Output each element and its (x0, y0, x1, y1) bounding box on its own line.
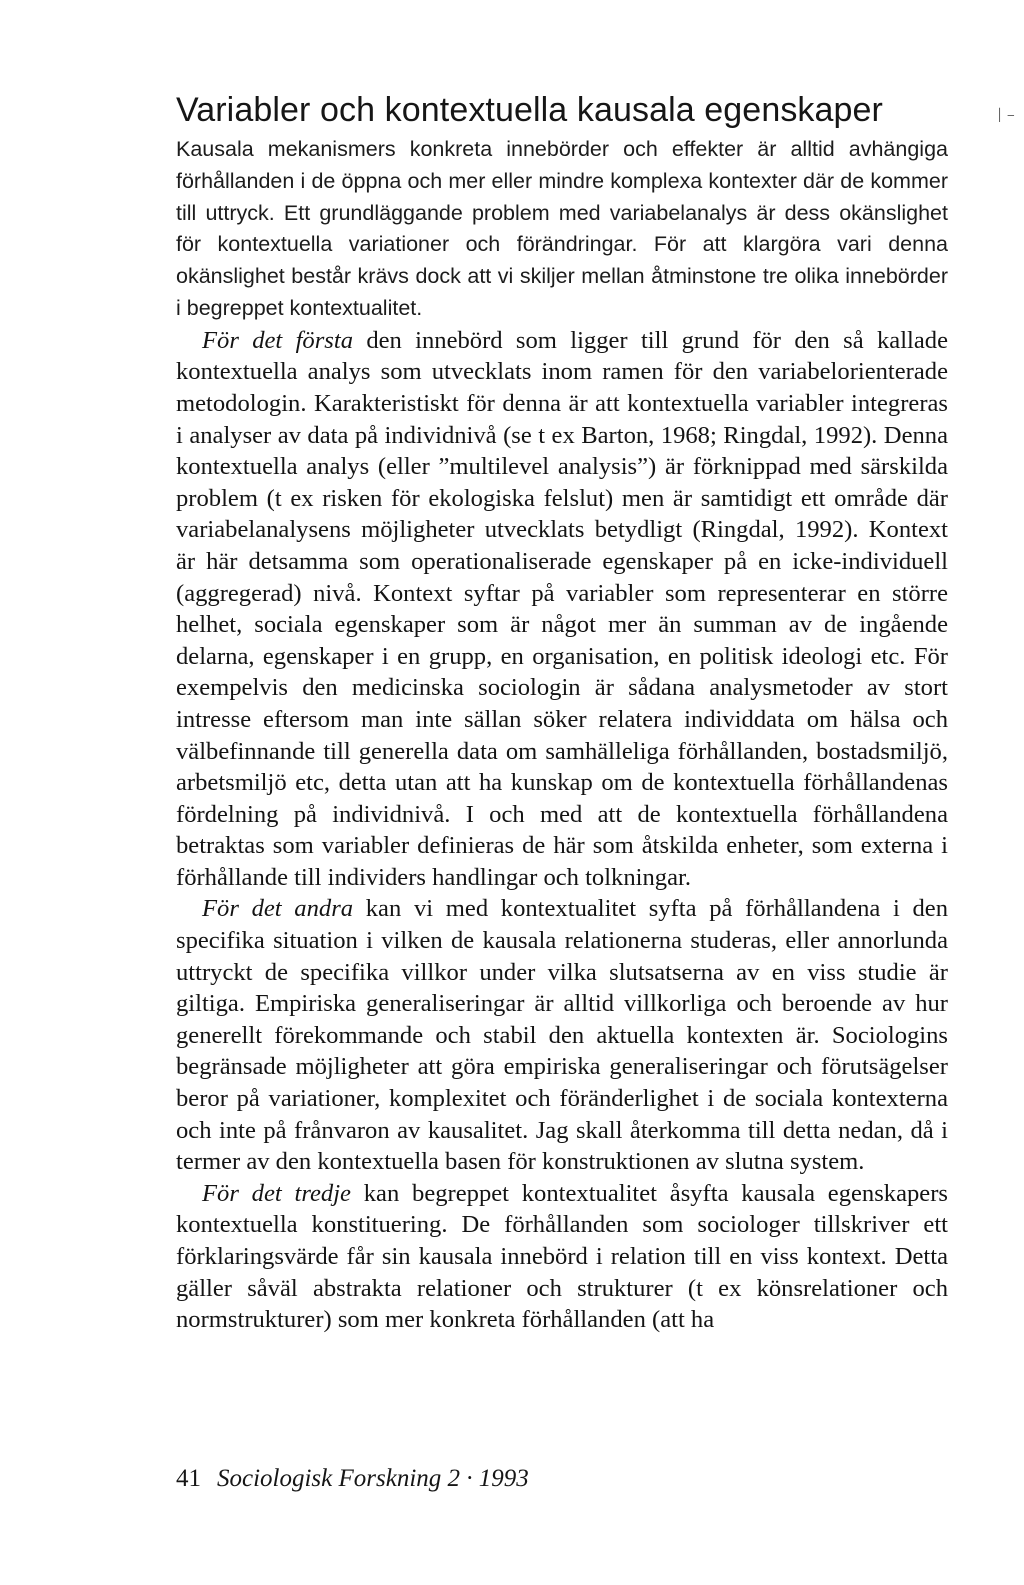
page-footer (176, 1463, 529, 1495)
paragraph-lead-italic: För det andra (202, 895, 354, 923)
paragraph-lead-italic: För det första (202, 326, 353, 354)
paragraph-text: kan vi med kontextualitet syfta på förhållandena i den specifika situation i vilken de kausala relationerna studeras, eller annorlunda uttryckt de specifika villkor under vilka slutsatserna av en viss studie är giltiga. Empiriska generaliseringar är alltid villkorliga och beroende av hur generellt förekommande och stabil den aktuella kontexten är. Sociologins begränsade möjligheter att göra empiriska generaliseringar och förutsägelser beror på variationer, komplexitet och föränderlighet i de sociala kontexterna och inte på frånvaron av kausalitet. Jag skall återkomma till detta nedan, då i termer av den kontextuella basen för konstruktionen av slutna system. (176, 895, 949, 1176)
paragraph-text: den innebörd som ligger till grund för den så kallade kontextuella analys som utvecklats inom ramen för den variabelorienterade metodologin. Karakteristiskt för denna är att kontextuella variabler integreras i analyser av data på individnivå (se t ex Barton, 1968; Ringdal, 1992). Denna kontextuella analys (eller ”multilevel analysis”) är förknippad med särskilda problem (t ex risken för ekologiska felslut) men är samtidigt ett område där variabelanalysens möjligheter utvecklats betydligt (Ringdal, 1992). Kontext är här detsamma som operationaliserade egenskaper på en icke-individuell (aggregerad) nivå. Kontext syftar på variabler som representerar en större helhet, sociala egenskaper som är något mer än summan av de ingående delarna, egenskaper i en grupp, en organisation, en politisk ideologi etc. För exempelvis den medicinska sociologin är sådana analysmetoder av stort intresse eftersom man inte sällan söker relatera individdata om hälsa och välbefinnande till generella data om samhälleliga förhållanden, bostadsmiljö, arbetsmiljö etc, detta utan att ha kunskap om de kontextuella förhållandenas fördelning på individnivå. I och med att de kontextuella förhållandena betraktas som variabler definieras de här som åtskilda enheter, som externa i förhållande till individers handlingar och tolkningar. (176, 326, 948, 891)
page-content (176, 88, 948, 1336)
paragraph-second-meaning (176, 893, 948, 1177)
paragraph-lead-italic: För det tredje (202, 1179, 351, 1207)
paragraph-text: kan begreppet kontextualitet åsyfta kausala egenskapers kontextuella konstituering. De förhållanden som sociologer tillskriver ett förklaringsvärde får sin kausala innebörd i relation till en viss kontext. Detta gäller såväl abstrakta relationer och strukturer (t ex könsrelationer och normstrukturer) som mer konkreta förhållanden (att ha (176, 1179, 948, 1334)
section-title: Variabler och kontextuella kausala egenskaper (176, 91, 883, 129)
paragraph-first-meaning (176, 325, 948, 894)
lead-paragraph: Kausala mekanismers konkreta innebörder och effekter är alltid avhängiga förhållanden i de öppna och mer eller mindre komplexa kontexter där de kommer till uttryck. Ett grundläggande problem med variabelanalys är dess okänslighet för kontextuella variationer och förändringar. För att klargöra vari denna okänslighet består krävs dock att vi skiljer mellan åtminstone tre olika innebörder i begreppet kontextualitet. (176, 137, 948, 320)
journal-citation: Sociologisk Forskning 2 · 1993 (217, 1465, 529, 1492)
margin-scan-mark: │ ‒ (996, 108, 1015, 122)
paragraph-third-meaning (176, 1178, 948, 1336)
page-number: 41 (176, 1465, 201, 1492)
